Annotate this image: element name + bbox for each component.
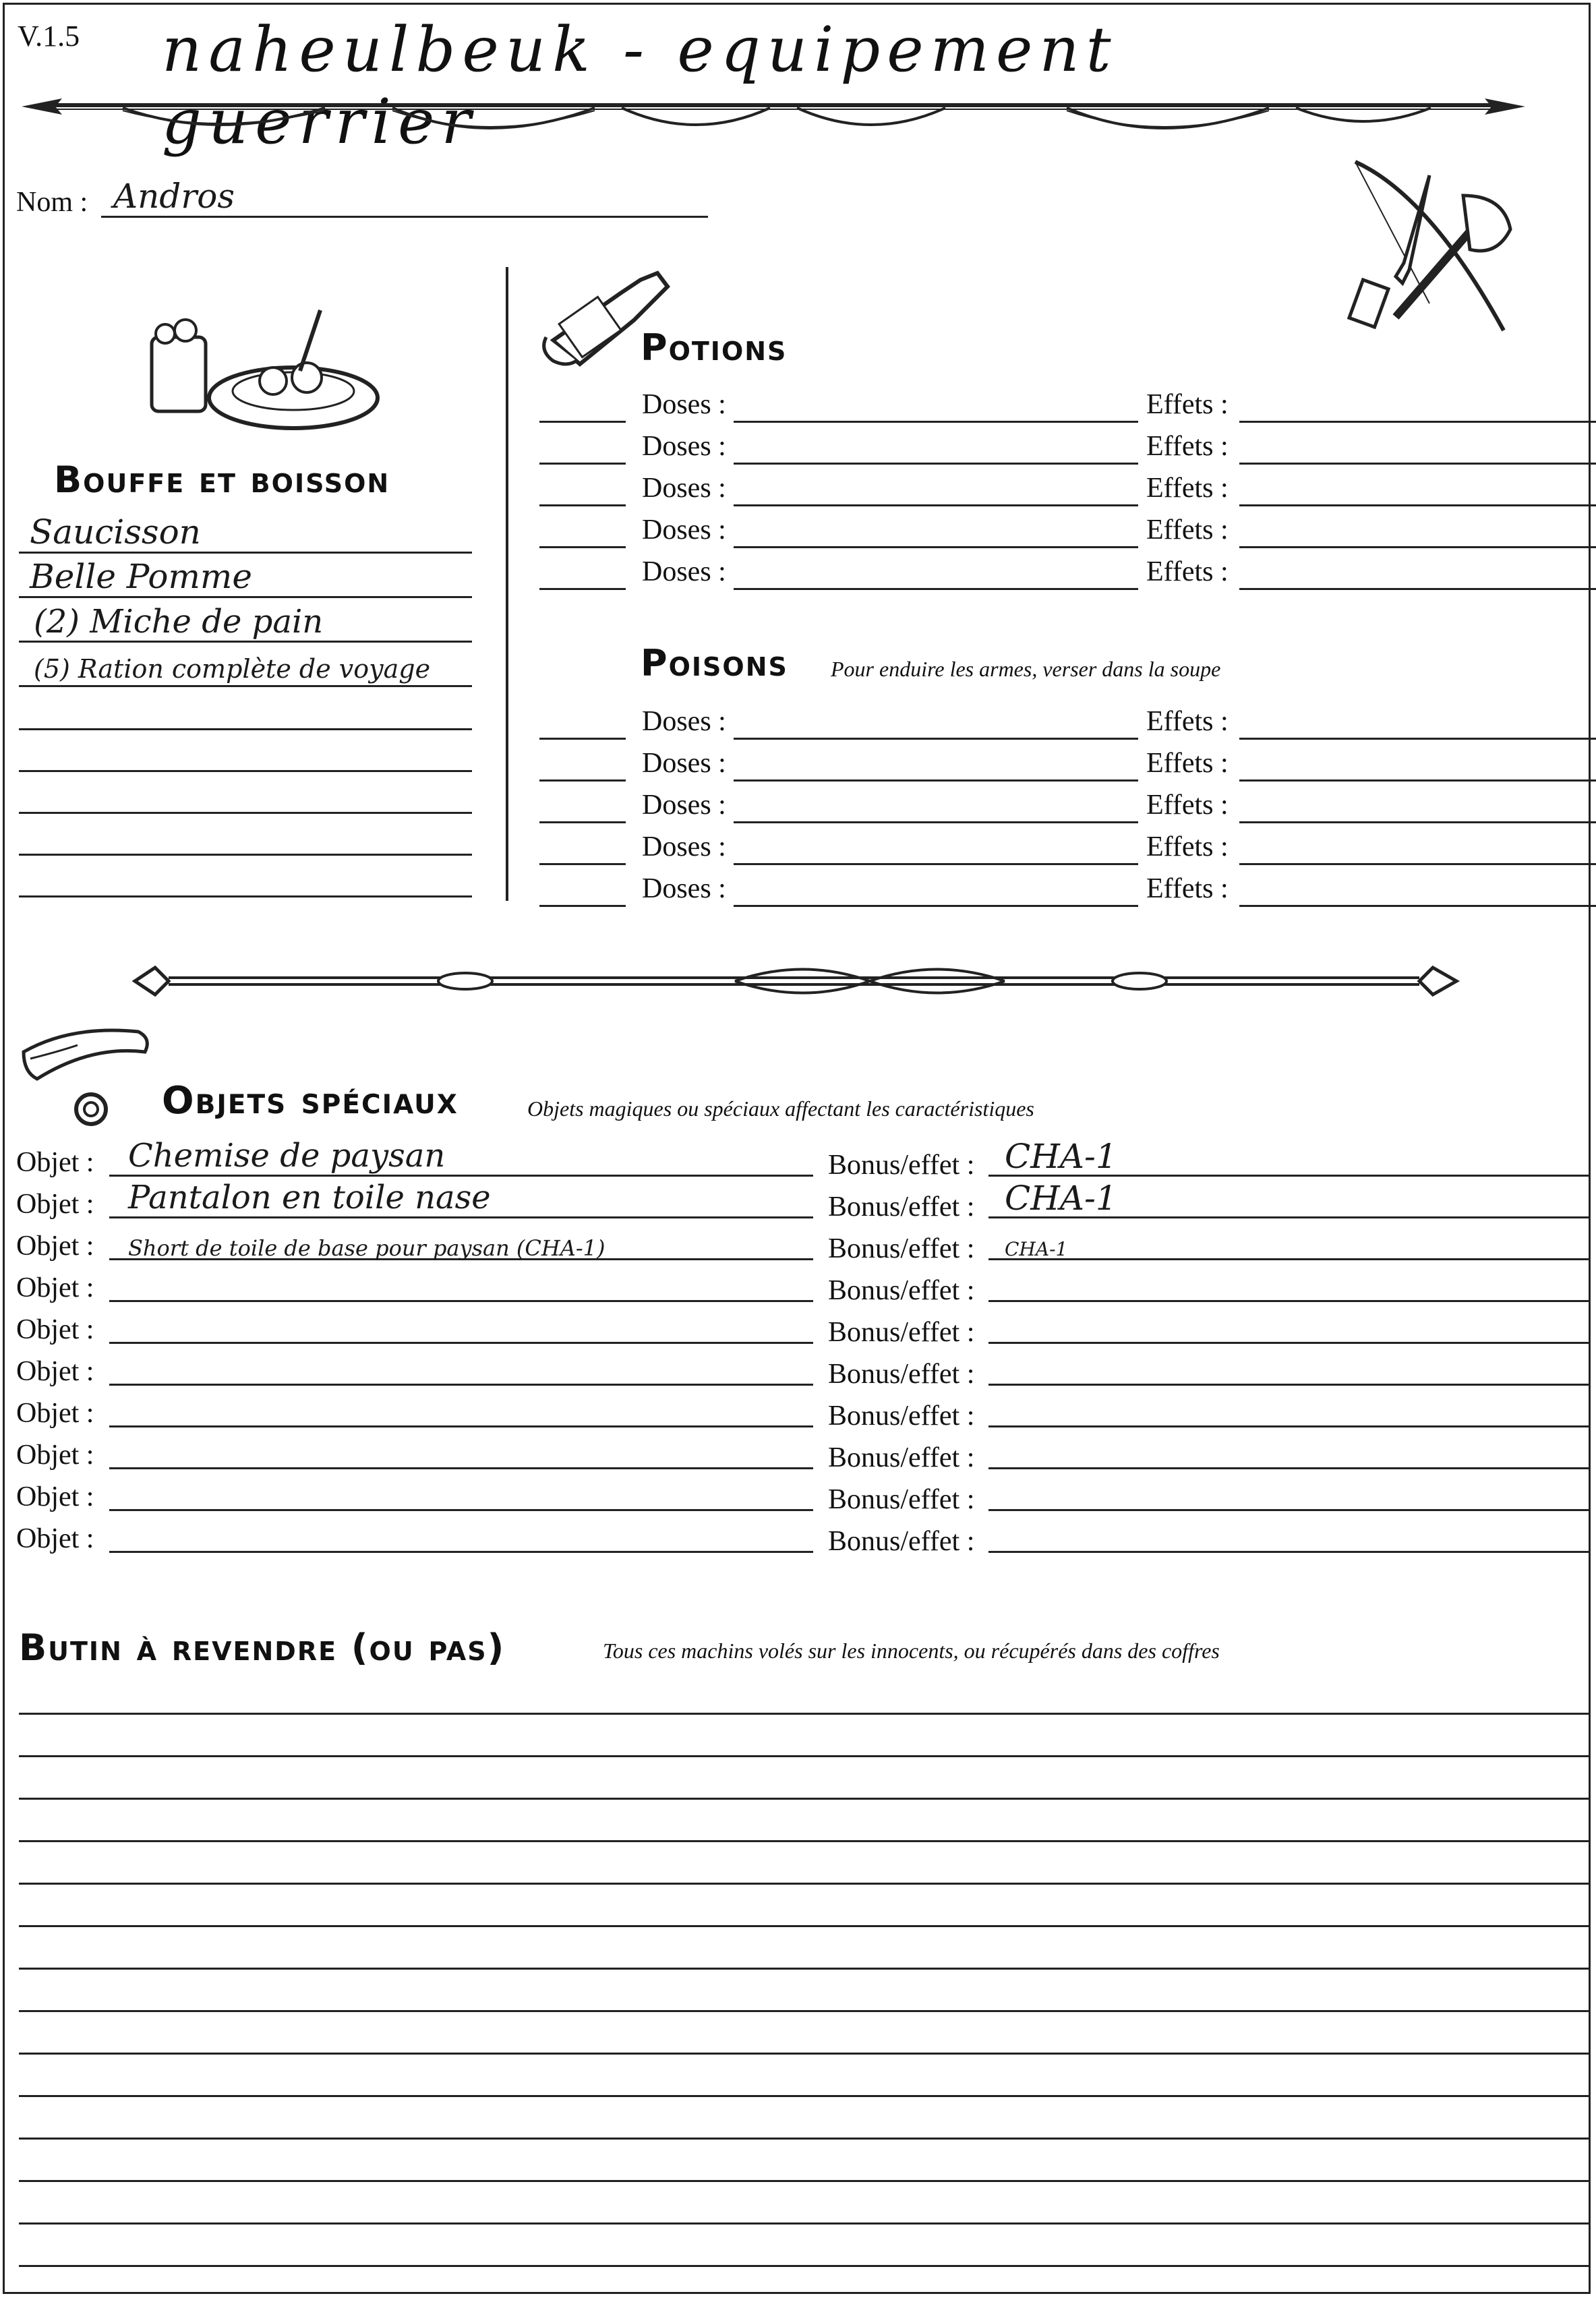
objet-label: Objet : xyxy=(16,1231,94,1262)
doses-label: Doses : xyxy=(642,706,726,737)
scroll-ring-icon xyxy=(17,1025,158,1133)
doses-label: Doses : xyxy=(642,431,726,462)
objet-line xyxy=(109,1425,813,1427)
butin-line[interactable] xyxy=(19,1798,1590,1800)
objet-line xyxy=(109,1551,813,1553)
objet-label: Objet : xyxy=(16,1523,94,1554)
bonus-label: Bonus/effet : xyxy=(828,1526,975,1557)
doses-label: Doses : xyxy=(642,748,726,779)
effets-label: Effets : xyxy=(1146,790,1229,821)
list-line xyxy=(19,552,472,554)
butin-line[interactable] xyxy=(19,1713,1590,1715)
bonus-value[interactable]: CHA-1 xyxy=(1005,1238,1068,1260)
butin-line[interactable] xyxy=(19,1925,1590,1927)
objet-label: Objet : xyxy=(16,1147,94,1178)
objet-line xyxy=(109,1300,813,1302)
list-line xyxy=(19,728,472,730)
list-line xyxy=(19,895,472,897)
butin-line[interactable] xyxy=(19,1968,1590,1970)
dose-count-line[interactable] xyxy=(539,863,626,865)
doses-line[interactable] xyxy=(734,779,1138,782)
bonus-value[interactable]: CHA-1 xyxy=(1005,1179,1117,1218)
list-line xyxy=(19,641,472,643)
doses-line[interactable] xyxy=(734,821,1138,823)
food-icon xyxy=(138,303,381,438)
doses-label: Doses : xyxy=(642,831,726,862)
butin-line[interactable] xyxy=(19,2010,1590,2012)
list-line xyxy=(19,770,472,772)
effets-label: Effets : xyxy=(1146,514,1229,546)
doses-line[interactable] xyxy=(734,421,1138,423)
bonus-line xyxy=(988,1509,1589,1511)
dose-count-line[interactable] xyxy=(539,779,626,782)
effets-label: Effets : xyxy=(1146,473,1229,504)
effets-label: Effets : xyxy=(1146,389,1229,420)
objet-label: Objet : xyxy=(16,1481,94,1512)
bonus-line xyxy=(988,1425,1589,1427)
poisons-heading: Poisons xyxy=(641,642,788,684)
bouffe-item[interactable]: Saucisson xyxy=(30,512,201,552)
objet-label: Objet : xyxy=(16,1272,94,1303)
bouffe-item[interactable]: (2) Miche de pain xyxy=(34,603,324,641)
doses-line[interactable] xyxy=(734,546,1138,548)
bonus-line xyxy=(988,1384,1589,1386)
effets-label: Effets : xyxy=(1146,748,1229,779)
objet-value[interactable]: Short de toile de base pour paysan (CHA-1) xyxy=(128,1235,605,1261)
bouffe-item[interactable]: Belle Pomme xyxy=(30,557,252,596)
objets-subtitle: Objets magiques ou spéciaux affectant les caractéristiques xyxy=(527,1096,1034,1121)
doses-line[interactable] xyxy=(734,588,1138,590)
doses-label: Doses : xyxy=(642,790,726,821)
effets-line[interactable] xyxy=(1239,546,1596,548)
bonus-line xyxy=(988,1258,1589,1260)
dose-count-line[interactable] xyxy=(539,821,626,823)
bonus-label: Bonus/effet : xyxy=(828,1150,975,1181)
objet-value[interactable]: Pantalon en toile nase xyxy=(128,1179,491,1216)
version-label: V.1.5 xyxy=(18,20,80,53)
butin-line[interactable] xyxy=(19,2095,1590,2097)
bonus-label: Bonus/effet : xyxy=(828,1484,975,1515)
bonus-label: Bonus/effet : xyxy=(828,1275,975,1306)
bouffe-heading: Bouffe et boisson xyxy=(54,459,390,501)
doses-line[interactable] xyxy=(734,463,1138,465)
bonus-value[interactable]: CHA-1 xyxy=(1005,1137,1117,1176)
list-line xyxy=(19,685,472,687)
effets-line[interactable] xyxy=(1239,905,1596,907)
dose-count-line[interactable] xyxy=(539,588,626,590)
butin-line[interactable] xyxy=(19,1883,1590,1885)
doses-label: Doses : xyxy=(642,873,726,904)
effets-line[interactable] xyxy=(1239,504,1596,506)
doses-line[interactable] xyxy=(734,863,1138,865)
page-title: naheulbeuk - equipement guerrier xyxy=(162,13,1118,158)
objet-line xyxy=(109,1509,813,1511)
bonus-label: Bonus/effet : xyxy=(828,1401,975,1432)
effets-line[interactable] xyxy=(1239,821,1596,823)
effets-label: Effets : xyxy=(1146,556,1229,587)
objet-value[interactable]: Chemise de paysan xyxy=(128,1137,446,1175)
effets-label: Effets : xyxy=(1146,706,1229,737)
doses-label: Doses : xyxy=(642,389,726,420)
doses-label: Doses : xyxy=(642,473,726,504)
effets-line[interactable] xyxy=(1239,588,1596,590)
butin-line[interactable] xyxy=(19,2180,1590,2182)
bonus-line xyxy=(988,1342,1589,1344)
bonus-label: Bonus/effet : xyxy=(828,1317,975,1348)
doses-line[interactable] xyxy=(734,905,1138,907)
bonus-label: Bonus/effet : xyxy=(828,1442,975,1473)
staff-divider-icon xyxy=(128,958,1463,1005)
objet-line xyxy=(109,1175,813,1177)
butin-line[interactable] xyxy=(19,2138,1590,2140)
objet-line xyxy=(109,1384,813,1386)
poisons-subtitle: Pour enduire les armes, verser dans la soupe xyxy=(831,657,1221,681)
bonus-line xyxy=(988,1551,1589,1553)
doses-line[interactable] xyxy=(734,738,1138,740)
objet-label: Objet : xyxy=(16,1356,94,1387)
effets-label: Effets : xyxy=(1146,831,1229,862)
nom-value[interactable]: Andros xyxy=(113,177,235,216)
dose-count-line[interactable] xyxy=(539,504,626,506)
effets-label: Effets : xyxy=(1146,431,1229,462)
bouffe-item[interactable]: (5) Ration complète de voyage xyxy=(34,654,431,684)
objet-line xyxy=(109,1467,813,1469)
column-divider xyxy=(506,267,508,901)
effets-label: Effets : xyxy=(1146,873,1229,904)
nom-label: Nom : xyxy=(16,187,88,218)
bonus-label: Bonus/effet : xyxy=(828,1191,975,1222)
effets-line[interactable] xyxy=(1239,421,1596,423)
butin-line[interactable] xyxy=(19,1755,1590,1757)
doses-label: Doses : xyxy=(642,556,726,587)
spear-divider-icon xyxy=(15,88,1532,142)
doses-line[interactable] xyxy=(734,504,1138,506)
objets-heading: Objets spéciaux xyxy=(162,1079,459,1123)
doses-label: Doses : xyxy=(642,514,726,546)
potions-heading: Potions xyxy=(641,326,788,369)
butin-heading: Butin à revendre (ou pas) xyxy=(19,1626,506,1669)
objet-label: Objet : xyxy=(16,1189,94,1220)
dose-count-line[interactable] xyxy=(539,738,626,740)
effets-line[interactable] xyxy=(1239,738,1596,740)
weapons-icon xyxy=(1328,155,1524,337)
list-line xyxy=(19,812,472,814)
effets-line[interactable] xyxy=(1239,463,1596,465)
bonus-label: Bonus/effet : xyxy=(828,1233,975,1264)
butin-line[interactable] xyxy=(19,2053,1590,2055)
butin-line[interactable] xyxy=(19,1840,1590,1842)
effets-line[interactable] xyxy=(1239,779,1596,782)
objet-label: Objet : xyxy=(16,1398,94,1429)
dose-count-line[interactable] xyxy=(539,463,626,465)
dose-count-line[interactable] xyxy=(539,421,626,423)
list-line xyxy=(19,854,472,856)
list-line xyxy=(19,596,472,598)
effets-line[interactable] xyxy=(1239,863,1596,865)
butin-line[interactable] xyxy=(19,2222,1590,2225)
objet-line xyxy=(109,1342,813,1344)
bonus-line xyxy=(988,1300,1589,1302)
bonus-line xyxy=(988,1467,1589,1469)
objet-line xyxy=(109,1216,813,1218)
dose-count-line[interactable] xyxy=(539,905,626,907)
butin-subtitle: Tous ces machins volés sur les innocents, ou récupérés dans des coffres xyxy=(603,1639,1220,1663)
objet-label: Objet : xyxy=(16,1440,94,1471)
objet-label: Objet : xyxy=(16,1314,94,1345)
bonus-label: Bonus/effet : xyxy=(828,1359,975,1390)
dose-count-line[interactable] xyxy=(539,546,626,548)
butin-line[interactable] xyxy=(19,2265,1590,2267)
nom-line xyxy=(101,216,708,218)
